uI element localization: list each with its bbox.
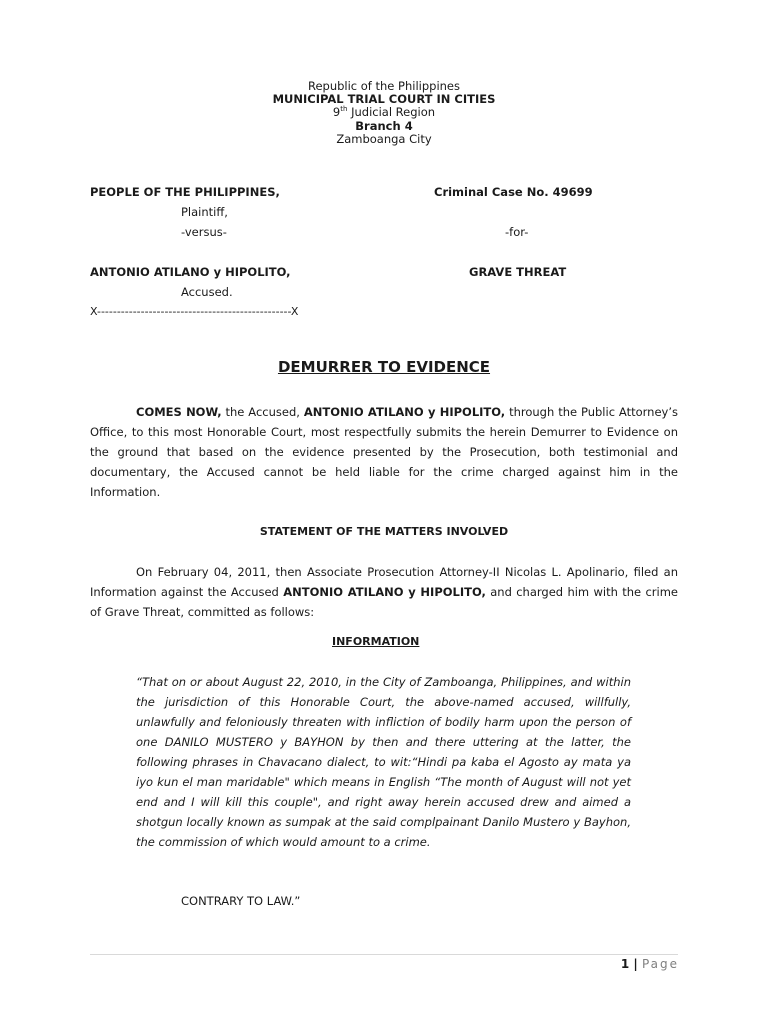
header-court: MUNICIPAL TRIAL COURT IN CITIES	[272, 92, 496, 106]
page-number-footer	[621, 956, 679, 972]
information-heading: INFORMATION	[332, 635, 420, 648]
information-quote: “That on or about August 22, 2010, in the City of Zamboanga, Philippines, and within the jurisdiction of this Honorable Court, the above-named accused, willfully, unlawfully and feloniously threaten with infliction of bodily harm upon the person of one DANILO MUSTERO y BAYHON by then and there uttering at the latter, the following phrases in Chavacano dialect, to wit:“Hindi pa kaba el Agosto ay mata ya iyo kun el man maridable" which means in English “The month of August will not yet end and I will kill this couple", and right away herein accused drew and aimed a shotgun locally known as sumpak at the said complpainant Danilo Mustero y Bayhon, the commission of which would amount to a crime.	[136, 675, 631, 849]
header-region-suffix: th	[340, 105, 348, 114]
intro-comes-now: COMES NOW,	[136, 405, 222, 419]
contrary-to-law: CONTRARY TO LAW.”	[181, 894, 301, 908]
statement-text-2: and charged him with the crime of Grave Threat, committed as follows:	[90, 585, 678, 619]
intro-accused-name: ANTONIO ATILANO y HIPOLITO,	[303, 405, 506, 419]
accused-role: Accused.	[181, 285, 233, 299]
for-label: -for-	[505, 225, 529, 239]
statement-heading: STATEMENT OF THE MATTERS INVOLVED	[259, 525, 509, 538]
statement-paragraph	[90, 562, 678, 622]
statement-text-1: On February 04, 2011, then Associate Prosecution Attorney-II Nicolas L. Apolinario, filed an Information against the Accused	[90, 565, 678, 599]
header-region-text: Judicial Region	[347, 105, 436, 119]
statement-accused-name: ANTONIO ATILANO y HIPOLITO,	[283, 585, 486, 599]
caption-separator: X-------------------------------------------------X	[90, 305, 299, 318]
versus-label: -versus-	[181, 225, 227, 239]
case-number: Criminal Case No. 49699	[434, 185, 593, 199]
intro-paragraph	[90, 402, 678, 502]
page-number: 1	[620, 957, 630, 971]
document-title: DEMURRER TO EVIDENCE	[277, 358, 491, 376]
intro-text-2: through the Public Attorney’s Office, to this most Honorable Court, most respectfully submits the herein Demurrer to Evidence on the ground that based on the evidence presented by the Prosecution, both testimonial and documentary, the Accused cannot be held liable for the crime charged against him in the Information.	[90, 405, 678, 499]
header-branch: Branch 4	[355, 119, 413, 133]
footer-divider	[90, 954, 678, 955]
header-region-number: 9	[332, 105, 341, 119]
offense-label: GRAVE THREAT	[469, 265, 567, 279]
intro-text-1: the Accused,	[221, 405, 304, 419]
page-label: Page	[641, 957, 679, 971]
header-republic: Republic of the Philippines	[307, 79, 461, 93]
header-city: Zamboanga City	[336, 132, 432, 146]
header-region	[0, 105, 768, 119]
plaintiff-name: PEOPLE OF THE PHILIPPINES,	[90, 185, 280, 199]
page-separator: |	[629, 957, 642, 971]
plaintiff-role: Plaintiff,	[181, 205, 228, 219]
accused-name: ANTONIO ATILANO y HIPOLITO,	[90, 265, 291, 279]
